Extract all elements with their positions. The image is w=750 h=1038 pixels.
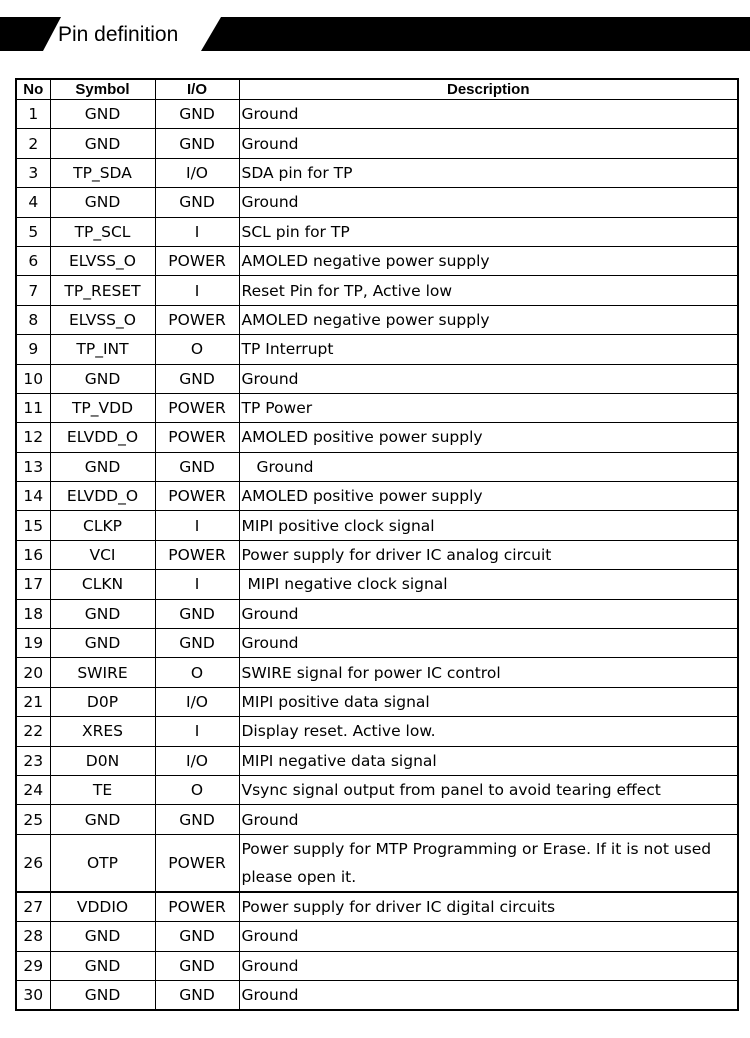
cell-symbol: VCI <box>50 540 155 569</box>
cell-description: MIPI negative clock signal <box>239 570 738 599</box>
cell-io: GND <box>155 922 239 951</box>
cell-symbol: GND <box>50 188 155 217</box>
cell-no: 14 <box>16 482 50 511</box>
table-row <box>16 540 738 569</box>
table-row <box>16 217 738 246</box>
page-title: Pin definition <box>58 23 179 46</box>
cell-symbol: D0P <box>50 687 155 716</box>
cell-description: TP Interrupt <box>239 335 738 364</box>
cell-io: I/O <box>155 687 239 716</box>
cell-description: Ground <box>239 629 738 658</box>
table-row <box>16 687 738 716</box>
cell-io: POWER <box>155 393 239 422</box>
cell-description: Reset Pin for TP, Active low <box>239 276 738 305</box>
cell-io: GND <box>155 100 239 129</box>
cell-description: SCL pin for TP <box>239 217 738 246</box>
cell-no: 20 <box>16 658 50 687</box>
cell-no: 27 <box>16 892 50 922</box>
cell-description: Ground <box>239 599 738 628</box>
cell-description: MIPI positive data signal <box>239 687 738 716</box>
cell-symbol: OTP <box>50 834 155 892</box>
cell-symbol: SWIRE <box>50 658 155 687</box>
cell-io: GND <box>155 629 239 658</box>
pin-definition-table <box>15 78 739 1011</box>
cell-description: Vsync signal output from panel to avoid tearing effect <box>239 775 738 804</box>
cell-symbol: GND <box>50 364 155 393</box>
cell-no: 18 <box>16 599 50 628</box>
table-row <box>16 951 738 980</box>
cell-no: 11 <box>16 393 50 422</box>
cell-symbol: GND <box>50 452 155 481</box>
cell-no: 6 <box>16 246 50 275</box>
column-header-io: I/O <box>155 79 239 100</box>
cell-symbol: XRES <box>50 717 155 746</box>
cell-io: GND <box>155 129 239 158</box>
table-row <box>16 364 738 393</box>
cell-symbol: ELVSS_O <box>50 246 155 275</box>
cell-io: GND <box>155 364 239 393</box>
table-row <box>16 892 738 922</box>
cell-io: POWER <box>155 834 239 892</box>
cell-io: O <box>155 775 239 804</box>
table-row <box>16 423 738 452</box>
table-row <box>16 599 738 628</box>
table-row <box>16 246 738 275</box>
cell-symbol: TE <box>50 775 155 804</box>
cell-no: 9 <box>16 335 50 364</box>
cell-symbol: GND <box>50 805 155 834</box>
cell-symbol: CLKP <box>50 511 155 540</box>
cell-description: Ground <box>239 188 738 217</box>
cell-symbol: ELVDD_O <box>50 482 155 511</box>
cell-description: Ground <box>239 951 738 980</box>
table-row <box>16 482 738 511</box>
cell-io: I <box>155 276 239 305</box>
cell-description: Ground <box>239 922 738 951</box>
column-header-no: No <box>16 79 50 100</box>
cell-io: GND <box>155 452 239 481</box>
cell-no: 8 <box>16 305 50 334</box>
table-row <box>16 276 738 305</box>
cell-io: GND <box>155 980 239 1010</box>
cell-description: Power supply for MTP Programming or Erase. If it is not used please open it. <box>239 834 738 892</box>
cell-no: 24 <box>16 775 50 804</box>
table-row <box>16 717 738 746</box>
cell-symbol: TP_SDA <box>50 158 155 187</box>
cell-description: Power supply for driver IC digital circuits <box>239 892 738 922</box>
cell-io: I/O <box>155 746 239 775</box>
cell-description: Display reset. Active low. <box>239 717 738 746</box>
cell-no: 7 <box>16 276 50 305</box>
cell-symbol: GND <box>50 629 155 658</box>
table-row <box>16 158 738 187</box>
cell-io: I <box>155 570 239 599</box>
table-row <box>16 393 738 422</box>
cell-description: Ground <box>239 452 738 481</box>
cell-io: I/O <box>155 158 239 187</box>
cell-no: 13 <box>16 452 50 481</box>
cell-io: I <box>155 717 239 746</box>
cell-description: TP Power <box>239 393 738 422</box>
cell-description: Ground <box>239 980 738 1010</box>
cell-io: GND <box>155 805 239 834</box>
cell-no: 10 <box>16 364 50 393</box>
cell-description: Ground <box>239 129 738 158</box>
table-row <box>16 188 738 217</box>
table-row <box>16 629 738 658</box>
cell-symbol: VDDIO <box>50 892 155 922</box>
cell-symbol: ELVSS_O <box>50 305 155 334</box>
cell-symbol: TP_SCL <box>50 217 155 246</box>
cell-io: POWER <box>155 305 239 334</box>
column-header-symbol: Symbol <box>50 79 155 100</box>
column-header-description: Description <box>239 79 738 100</box>
table-body <box>16 100 738 1011</box>
cell-no: 30 <box>16 980 50 1010</box>
cell-no: 17 <box>16 570 50 599</box>
cell-io: O <box>155 658 239 687</box>
cell-no: 19 <box>16 629 50 658</box>
cell-no: 2 <box>16 129 50 158</box>
cell-io: POWER <box>155 540 239 569</box>
cell-symbol: ELVDD_O <box>50 423 155 452</box>
table-row <box>16 746 738 775</box>
table-row <box>16 305 738 334</box>
cell-no: 28 <box>16 922 50 951</box>
table-row <box>16 922 738 951</box>
cell-io: GND <box>155 599 239 628</box>
cell-symbol: TP_VDD <box>50 393 155 422</box>
cell-symbol: GND <box>50 922 155 951</box>
cell-io: I <box>155 217 239 246</box>
cell-no: 16 <box>16 540 50 569</box>
table-row <box>16 100 738 129</box>
table-row <box>16 452 738 481</box>
table-header-row <box>16 79 738 100</box>
cell-symbol: TP_INT <box>50 335 155 364</box>
cell-description: AMOLED positive power supply <box>239 423 738 452</box>
table-row <box>16 570 738 599</box>
cell-no: 25 <box>16 805 50 834</box>
table-row <box>16 775 738 804</box>
cell-io: GND <box>155 951 239 980</box>
cell-no: 29 <box>16 951 50 980</box>
cell-io: POWER <box>155 423 239 452</box>
cell-symbol: D0N <box>50 746 155 775</box>
cell-description: AMOLED negative power supply <box>239 305 738 334</box>
cell-io: I <box>155 511 239 540</box>
cell-description: AMOLED negative power supply <box>239 246 738 275</box>
cell-symbol: GND <box>50 129 155 158</box>
cell-io: O <box>155 335 239 364</box>
table-row <box>16 805 738 834</box>
table-row <box>16 980 738 1010</box>
cell-io: POWER <box>155 892 239 922</box>
cell-description: Ground <box>239 100 738 129</box>
table-row <box>16 129 738 158</box>
cell-no: 1 <box>16 100 50 129</box>
cell-no: 15 <box>16 511 50 540</box>
cell-io: GND <box>155 188 239 217</box>
table-row <box>16 658 738 687</box>
cell-no: 23 <box>16 746 50 775</box>
cell-no: 4 <box>16 188 50 217</box>
cell-description: AMOLED positive power supply <box>239 482 738 511</box>
cell-symbol: GND <box>50 980 155 1010</box>
cell-symbol: TP_RESET <box>50 276 155 305</box>
cell-symbol: GND <box>50 100 155 129</box>
cell-no: 22 <box>16 717 50 746</box>
cell-symbol: GND <box>50 599 155 628</box>
cell-description: Ground <box>239 805 738 834</box>
table-row <box>16 335 738 364</box>
cell-description: Ground <box>239 364 738 393</box>
cell-description: MIPI positive clock signal <box>239 511 738 540</box>
cell-no: 3 <box>16 158 50 187</box>
cell-io: POWER <box>155 482 239 511</box>
cell-io: POWER <box>155 246 239 275</box>
cell-no: 26 <box>16 834 50 892</box>
table-row <box>16 511 738 540</box>
cell-symbol: GND <box>50 951 155 980</box>
cell-description: Power supply for driver IC analog circuit <box>239 540 738 569</box>
cell-description: MIPI negative data signal <box>239 746 738 775</box>
table-row <box>16 834 738 892</box>
cell-description: SDA pin for TP <box>239 158 738 187</box>
cell-no: 12 <box>16 423 50 452</box>
cell-symbol: CLKN <box>50 570 155 599</box>
cell-no: 5 <box>16 217 50 246</box>
cell-description: SWIRE signal for power IC control <box>239 658 738 687</box>
cell-no: 21 <box>16 687 50 716</box>
